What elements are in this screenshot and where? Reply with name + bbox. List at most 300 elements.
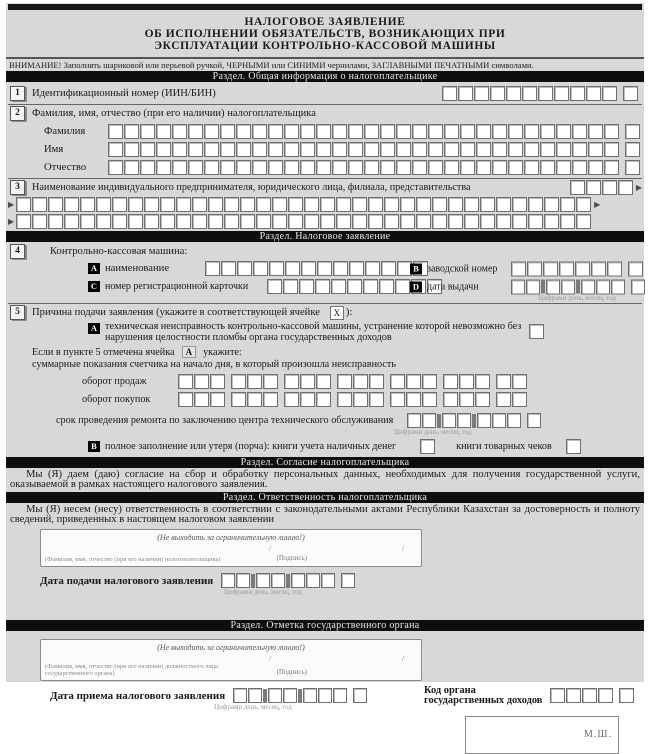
input-cell[interactable] xyxy=(511,261,526,276)
input-cell[interactable] xyxy=(588,142,603,157)
input-cell[interactable] xyxy=(268,688,282,703)
input-cell[interactable] xyxy=(256,214,271,229)
input-cell[interactable] xyxy=(178,392,193,407)
input-cell[interactable] xyxy=(48,214,63,229)
input-cell[interactable] xyxy=(208,197,223,212)
input-cell[interactable] xyxy=(268,160,283,175)
input-cell[interactable] xyxy=(188,142,203,157)
input-cell[interactable] xyxy=(381,261,396,276)
input-cell[interactable] xyxy=(124,160,139,175)
input-cell[interactable] xyxy=(284,142,299,157)
input-cell[interactable] xyxy=(556,160,571,175)
input-cell[interactable] xyxy=(128,197,143,212)
input-cell[interactable] xyxy=(512,197,527,212)
input-cell[interactable] xyxy=(432,214,447,229)
input-cell[interactable] xyxy=(560,214,575,229)
input-cell[interactable] xyxy=(231,392,246,407)
input-cell[interactable] xyxy=(16,197,31,212)
input-cell[interactable] xyxy=(353,374,368,389)
input-cell[interactable] xyxy=(422,374,437,389)
input-cell[interactable] xyxy=(576,197,591,212)
input-cell[interactable] xyxy=(618,180,633,195)
input-cell[interactable] xyxy=(271,573,285,588)
input-cell[interactable] xyxy=(256,197,271,212)
input-cell[interactable] xyxy=(172,160,187,175)
input-cell[interactable] xyxy=(194,392,209,407)
input-cell[interactable] xyxy=(352,214,367,229)
input-cell[interactable] xyxy=(300,160,315,175)
input-cell[interactable] xyxy=(443,374,458,389)
malfunction-checkbox[interactable] xyxy=(529,324,544,339)
input-cell[interactable] xyxy=(253,261,268,276)
input-cell[interactable] xyxy=(336,197,351,212)
input-cell[interactable] xyxy=(221,261,236,276)
input-cell[interactable] xyxy=(556,142,571,157)
input-cell[interactable] xyxy=(204,124,219,139)
input-cell[interactable] xyxy=(285,261,300,276)
input-cell[interactable] xyxy=(512,214,527,229)
input-cell[interactable] xyxy=(32,214,47,229)
input-cell[interactable] xyxy=(247,374,262,389)
input-cell[interactable] xyxy=(301,261,316,276)
input-cell[interactable] xyxy=(512,392,527,407)
input-cell[interactable] xyxy=(268,142,283,157)
input-cell[interactable] xyxy=(477,413,491,428)
input-cell[interactable] xyxy=(400,197,415,212)
input-cell[interactable] xyxy=(546,279,560,294)
input-cell[interactable] xyxy=(112,214,127,229)
input-cell[interactable] xyxy=(476,160,491,175)
input-cell[interactable] xyxy=(210,374,225,389)
input-cell[interactable] xyxy=(607,261,622,276)
input-cell[interactable] xyxy=(300,124,315,139)
input-cell[interactable] xyxy=(205,261,220,276)
input-cell[interactable] xyxy=(365,261,380,276)
input-cell[interactable] xyxy=(480,214,495,229)
input-cell[interactable] xyxy=(188,160,203,175)
input-cell[interactable] xyxy=(384,214,399,229)
input-cell[interactable] xyxy=(240,214,255,229)
input-cell[interactable] xyxy=(108,160,123,175)
input-cell[interactable] xyxy=(396,124,411,139)
input-cell[interactable] xyxy=(412,142,427,157)
input-cell[interactable] xyxy=(524,124,539,139)
input-cell[interactable] xyxy=(204,142,219,157)
input-cell[interactable] xyxy=(220,142,235,157)
input-cell[interactable] xyxy=(108,124,123,139)
input-cell[interactable] xyxy=(364,142,379,157)
input-cell[interactable] xyxy=(318,688,332,703)
input-cell[interactable] xyxy=(588,124,603,139)
input-cell[interactable] xyxy=(347,279,362,294)
input-cell[interactable] xyxy=(572,160,587,175)
input-cell[interactable] xyxy=(443,392,458,407)
input-cell[interactable] xyxy=(496,392,511,407)
input-cell[interactable] xyxy=(527,413,541,428)
input-cell[interactable] xyxy=(248,688,262,703)
input-cell[interactable] xyxy=(604,124,619,139)
input-cell[interactable] xyxy=(442,413,456,428)
input-cell[interactable] xyxy=(140,142,155,157)
input-cell[interactable] xyxy=(156,142,171,157)
input-cell[interactable] xyxy=(550,688,565,703)
input-cell[interactable] xyxy=(369,392,384,407)
input-cell[interactable] xyxy=(176,214,191,229)
input-cell[interactable] xyxy=(496,214,511,229)
input-cell[interactable] xyxy=(508,124,523,139)
input-cell[interactable] xyxy=(604,160,619,175)
input-cell[interactable] xyxy=(422,413,436,428)
input-cell[interactable] xyxy=(581,279,595,294)
input-cell[interactable] xyxy=(315,279,330,294)
input-cell[interactable] xyxy=(400,214,415,229)
receipt-book-checkbox[interactable] xyxy=(566,439,581,454)
input-cell[interactable] xyxy=(570,86,585,101)
input-cell[interactable] xyxy=(224,197,239,212)
input-cell[interactable] xyxy=(352,197,367,212)
input-cell[interactable] xyxy=(492,142,507,157)
input-cell[interactable] xyxy=(32,197,47,212)
input-cell[interactable] xyxy=(268,124,283,139)
input-cell[interactable] xyxy=(176,197,191,212)
input-cell[interactable] xyxy=(220,160,235,175)
input-cell[interactable] xyxy=(64,197,79,212)
input-cell[interactable] xyxy=(333,261,348,276)
input-cell[interactable] xyxy=(368,214,383,229)
input-cell[interactable] xyxy=(48,197,63,212)
input-cell[interactable] xyxy=(576,214,591,229)
input-cell[interactable] xyxy=(524,160,539,175)
input-cell[interactable] xyxy=(496,197,511,212)
input-cell[interactable] xyxy=(490,86,505,101)
input-cell[interactable] xyxy=(140,124,155,139)
input-cell[interactable] xyxy=(380,142,395,157)
input-cell[interactable] xyxy=(554,86,569,101)
input-cell[interactable] xyxy=(395,279,410,294)
input-cell[interactable] xyxy=(596,279,610,294)
input-cell[interactable] xyxy=(348,142,363,157)
input-cell[interactable] xyxy=(492,124,507,139)
input-cell[interactable] xyxy=(540,142,555,157)
input-cell[interactable] xyxy=(628,261,643,276)
input-cell[interactable] xyxy=(570,180,585,195)
input-cell[interactable] xyxy=(320,214,335,229)
input-cell[interactable] xyxy=(480,197,495,212)
input-cell[interactable] xyxy=(320,197,335,212)
input-cell[interactable] xyxy=(556,124,571,139)
input-cell[interactable] xyxy=(204,160,219,175)
input-cell[interactable] xyxy=(492,413,506,428)
input-cell[interactable] xyxy=(112,197,127,212)
input-cell[interactable] xyxy=(144,214,159,229)
input-cell[interactable] xyxy=(331,279,346,294)
input-cell[interactable] xyxy=(625,142,640,157)
input-cell[interactable] xyxy=(572,124,587,139)
input-cell[interactable] xyxy=(303,688,317,703)
input-cell[interactable] xyxy=(527,261,542,276)
input-cell[interactable] xyxy=(316,374,331,389)
factory-number-label: заводской номер xyxy=(427,263,498,274)
input-cell[interactable] xyxy=(353,392,368,407)
input-cell[interactable] xyxy=(240,197,255,212)
input-cell[interactable] xyxy=(458,86,473,101)
input-cell[interactable] xyxy=(625,124,640,139)
input-cell[interactable] xyxy=(236,160,251,175)
input-cell[interactable] xyxy=(348,124,363,139)
input-cell[interactable] xyxy=(288,197,303,212)
input-cell[interactable] xyxy=(406,374,421,389)
input-cell[interactable] xyxy=(406,392,421,407)
input-cell[interactable] xyxy=(317,261,332,276)
input-cell[interactable] xyxy=(321,573,335,588)
input-cell[interactable] xyxy=(16,214,31,229)
input-cell[interactable] xyxy=(380,160,395,175)
input-cell[interactable] xyxy=(336,214,351,229)
cash-book-checkbox[interactable] xyxy=(420,439,435,454)
input-cell[interactable] xyxy=(108,142,123,157)
input-cell[interactable] xyxy=(506,86,521,101)
input-cell[interactable] xyxy=(369,374,384,389)
input-cell[interactable] xyxy=(333,688,347,703)
input-cell[interactable] xyxy=(233,688,247,703)
input-cell[interactable] xyxy=(299,279,314,294)
input-cell[interactable] xyxy=(332,124,347,139)
input-cell[interactable] xyxy=(457,413,471,428)
input-cell[interactable] xyxy=(160,197,175,212)
input-cell[interactable] xyxy=(625,160,640,175)
taxpayer-signature-area[interactable] xyxy=(40,529,422,567)
input-cell[interactable] xyxy=(316,142,331,157)
input-cell[interactable] xyxy=(428,124,443,139)
input-cell[interactable] xyxy=(460,142,475,157)
input-cell[interactable] xyxy=(416,214,431,229)
input-cell[interactable] xyxy=(586,86,601,101)
input-cell[interactable] xyxy=(602,86,617,101)
input-cell[interactable] xyxy=(221,573,235,588)
input-cell[interactable] xyxy=(231,374,246,389)
input-cell[interactable] xyxy=(572,142,587,157)
input-cell[interactable] xyxy=(442,86,457,101)
input-cell[interactable] xyxy=(284,124,299,139)
input-cell[interactable] xyxy=(291,573,305,588)
input-cell[interactable] xyxy=(263,374,278,389)
input-cell[interactable] xyxy=(460,160,475,175)
input-cell[interactable] xyxy=(474,86,489,101)
input-cell[interactable] xyxy=(156,160,171,175)
input-cell[interactable] xyxy=(316,124,331,139)
input-cell[interactable] xyxy=(561,279,575,294)
input-cell[interactable] xyxy=(591,261,606,276)
input-cell[interactable] xyxy=(508,142,523,157)
input-cell[interactable] xyxy=(272,214,287,229)
input-cell[interactable] xyxy=(604,142,619,157)
input-cell[interactable] xyxy=(269,261,284,276)
input-cell[interactable] xyxy=(252,142,267,157)
input-cell[interactable] xyxy=(459,392,474,407)
input-cell[interactable] xyxy=(304,197,319,212)
input-cell[interactable] xyxy=(475,374,490,389)
input-cell[interactable] xyxy=(540,124,555,139)
input-cell[interactable] xyxy=(300,374,315,389)
input-cell[interactable] xyxy=(332,160,347,175)
input-cell[interactable] xyxy=(566,688,581,703)
input-cell[interactable] xyxy=(459,374,474,389)
input-cell[interactable] xyxy=(300,142,315,157)
input-cell[interactable] xyxy=(432,197,447,212)
input-cell[interactable] xyxy=(428,142,443,157)
input-cell[interactable] xyxy=(460,124,475,139)
input-cell[interactable] xyxy=(379,279,394,294)
input-cell[interactable] xyxy=(178,374,193,389)
input-cell[interactable] xyxy=(448,214,463,229)
input-cell[interactable] xyxy=(156,124,171,139)
input-cell[interactable] xyxy=(364,160,379,175)
input-cell[interactable] xyxy=(582,688,597,703)
input-cell[interactable] xyxy=(540,160,555,175)
input-cell[interactable] xyxy=(252,160,267,175)
input-cell[interactable] xyxy=(194,374,209,389)
input-cell[interactable] xyxy=(380,124,395,139)
input-cell[interactable] xyxy=(390,392,405,407)
input-cell[interactable] xyxy=(237,261,252,276)
input-cell[interactable] xyxy=(619,688,634,703)
input-cell[interactable] xyxy=(475,392,490,407)
input-cell[interactable] xyxy=(96,214,111,229)
input-cell[interactable] xyxy=(560,197,575,212)
input-cell[interactable] xyxy=(363,279,378,294)
input-cell[interactable] xyxy=(96,197,111,212)
input-cell[interactable] xyxy=(348,160,363,175)
input-cell[interactable] xyxy=(337,392,352,407)
input-cell[interactable] xyxy=(524,142,539,157)
input-cell[interactable] xyxy=(559,261,574,276)
input-cell[interactable] xyxy=(543,261,558,276)
input-cell[interactable] xyxy=(236,142,251,157)
input-cell[interactable] xyxy=(444,142,459,157)
input-cell[interactable] xyxy=(236,124,251,139)
input-cell[interactable] xyxy=(284,160,299,175)
input-cell[interactable] xyxy=(512,374,527,389)
input-cell[interactable] xyxy=(304,214,319,229)
input-cell[interactable] xyxy=(464,197,479,212)
input-cell[interactable] xyxy=(396,160,411,175)
input-cell[interactable] xyxy=(124,142,139,157)
input-cell[interactable] xyxy=(300,392,315,407)
input-cell[interactable] xyxy=(160,214,175,229)
input-cell[interactable] xyxy=(544,214,559,229)
input-cell[interactable] xyxy=(416,197,431,212)
input-cell[interactable] xyxy=(306,573,320,588)
input-cell[interactable] xyxy=(247,392,262,407)
input-cell[interactable] xyxy=(272,197,287,212)
input-cell[interactable] xyxy=(511,279,525,294)
input-cell[interactable] xyxy=(544,197,559,212)
input-cell[interactable] xyxy=(252,124,267,139)
input-cell[interactable] xyxy=(492,160,507,175)
input-cell[interactable] xyxy=(284,392,299,407)
input-cell[interactable] xyxy=(538,86,553,101)
input-cell[interactable] xyxy=(64,214,79,229)
input-cell[interactable] xyxy=(476,142,491,157)
input-cell[interactable] xyxy=(508,160,523,175)
input-cell[interactable] xyxy=(575,261,590,276)
input-cell[interactable] xyxy=(528,214,543,229)
input-cell[interactable] xyxy=(288,214,303,229)
patronymic-row xyxy=(6,160,644,175)
input-cell[interactable] xyxy=(631,279,645,294)
input-cell[interactable] xyxy=(448,197,463,212)
input-cell[interactable] xyxy=(390,374,405,389)
input-cell[interactable] xyxy=(586,180,601,195)
input-cell[interactable] xyxy=(611,279,625,294)
input-cell[interactable] xyxy=(210,392,225,407)
input-cell[interactable] xyxy=(444,124,459,139)
input-cell[interactable] xyxy=(522,86,537,101)
input-cell[interactable] xyxy=(353,688,367,703)
input-cell[interactable] xyxy=(623,86,638,101)
input-cell[interactable] xyxy=(267,279,282,294)
input-cell[interactable] xyxy=(192,214,207,229)
input-cell[interactable] xyxy=(428,160,443,175)
input-cell[interactable] xyxy=(464,214,479,229)
input-cell[interactable] xyxy=(507,413,521,428)
input-cell[interactable] xyxy=(316,392,331,407)
input-cell[interactable] xyxy=(496,374,511,389)
input-cell[interactable] xyxy=(144,197,159,212)
input-cell[interactable] xyxy=(124,124,139,139)
input-cell[interactable] xyxy=(384,197,399,212)
official-signature-area[interactable] xyxy=(40,639,422,681)
input-cell[interactable] xyxy=(422,392,437,407)
input-cell[interactable] xyxy=(224,214,239,229)
input-cell[interactable] xyxy=(284,374,299,389)
input-cell[interactable] xyxy=(236,573,250,588)
input-cell[interactable] xyxy=(476,124,491,139)
input-cell[interactable] xyxy=(283,688,297,703)
input-cell[interactable] xyxy=(172,142,187,157)
input-cell[interactable] xyxy=(188,124,203,139)
input-cell[interactable] xyxy=(192,197,207,212)
input-cell[interactable] xyxy=(598,688,613,703)
input-cell[interactable] xyxy=(263,392,278,407)
input-cell[interactable] xyxy=(341,573,355,588)
input-cell[interactable] xyxy=(528,197,543,212)
input-cell[interactable] xyxy=(602,180,617,195)
input-cell[interactable] xyxy=(412,124,427,139)
input-cell[interactable] xyxy=(526,279,540,294)
input-cell[interactable] xyxy=(140,160,155,175)
input-cell[interactable] xyxy=(337,374,352,389)
input-cell[interactable] xyxy=(283,279,298,294)
input-cell[interactable] xyxy=(396,142,411,157)
input-cell[interactable] xyxy=(444,160,459,175)
input-cell[interactable] xyxy=(172,124,187,139)
input-cell[interactable] xyxy=(407,413,421,428)
input-cell[interactable] xyxy=(364,124,379,139)
input-cell[interactable] xyxy=(349,261,364,276)
input-cell[interactable] xyxy=(368,197,383,212)
input-cell[interactable] xyxy=(332,142,347,157)
input-cell[interactable] xyxy=(80,197,95,212)
input-cell[interactable] xyxy=(80,214,95,229)
input-cell[interactable] xyxy=(588,160,603,175)
input-cell[interactable] xyxy=(316,160,331,175)
input-cell[interactable] xyxy=(208,214,223,229)
input-cell[interactable] xyxy=(128,214,143,229)
input-cell[interactable] xyxy=(220,124,235,139)
input-cell[interactable] xyxy=(256,573,270,588)
input-cell[interactable] xyxy=(412,160,427,175)
